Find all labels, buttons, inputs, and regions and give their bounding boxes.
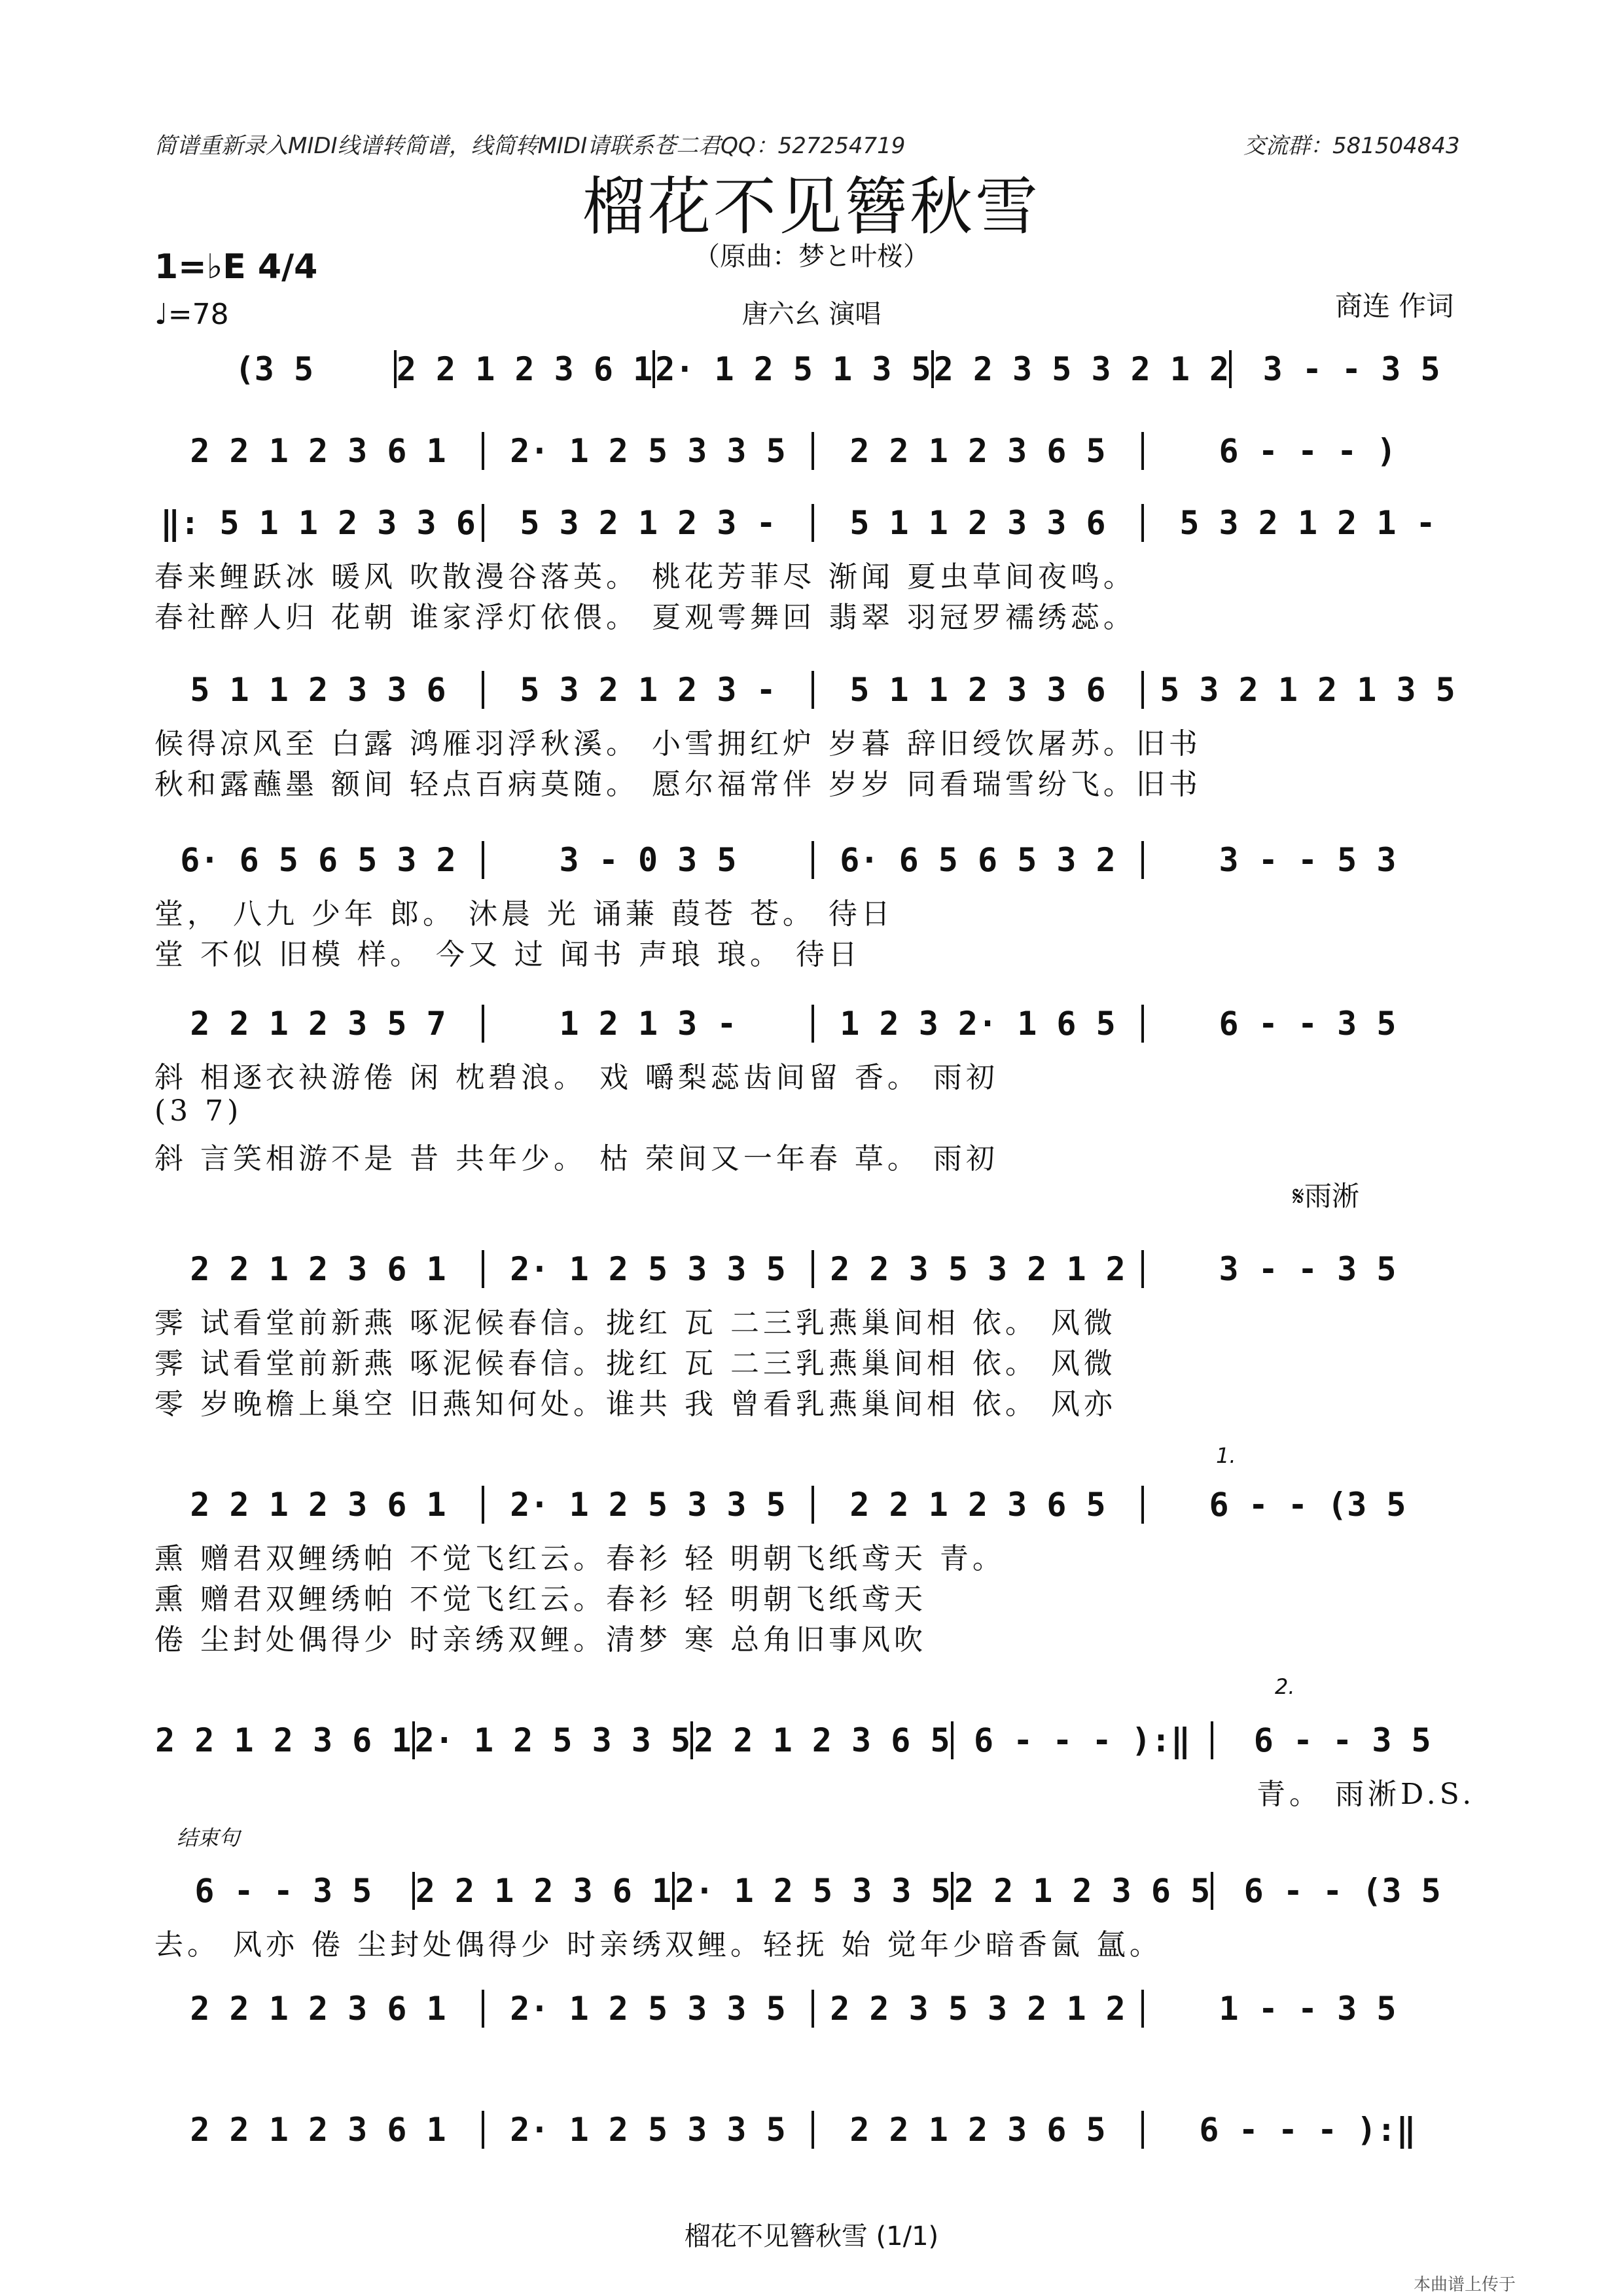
measure: 2 2 1 2 3 6 1 — [190, 2111, 446, 2149]
lyric-line: 候得凉风至 白露 鸿雁羽浮秋溪。 小雪拥红炉 岁暮 辞旧绶饮屠苏。旧书 — [154, 727, 1202, 761]
measure: 2 2 3 5 3 2 1 2 — [931, 350, 1230, 388]
measure: 1 2 3 2· 1 6 5 — [812, 1005, 1141, 1043]
measure: 2· 1 2 5 3 3 5 — [482, 1486, 812, 1524]
measure: 2 2 1 2 3 6 1 — [190, 1250, 446, 1288]
measure: 6 - - 3 5 — [1211, 1721, 1471, 1759]
measure: 2· 1 2 5 3 3 5 — [482, 432, 812, 470]
lyric-line: 熏 赠君双鲤绣帕 不觉飞红云。春衫 轻 明朝飞纸鸢天 青。 — [154, 1542, 1005, 1575]
measure: 6 - - (3 5 — [1211, 1872, 1471, 1910]
lyric-line: 秋和露蘸墨 额间 轻点百病莫随。 愿尔福常伴 岁岁 同看瑞雪纷飞。旧书 — [154, 768, 1202, 801]
segno-lyric: 𝄋雨淅 — [1293, 1180, 1360, 1212]
corner-watermark: 本曲谱上传于 — [1414, 2275, 1516, 2295]
notation-system — [154, 1005, 1471, 1043]
page-title: 榴花不见簪秋雪 — [582, 170, 1041, 243]
key-signature: 1=♭E 4/4 — [154, 247, 318, 287]
measure: 6 - - - ):‖ — [951, 1721, 1211, 1759]
notation-system — [154, 350, 1471, 388]
measure: 2· 1 2 5 1 3 5 — [652, 350, 931, 388]
lyric-line: 堂， 八九 少年 郎。 沐晨 光 诵蒹 葭苍 苍。 待日 — [154, 897, 894, 931]
header-left-note: 简谱重新录入MIDI线谱转简谱，线简转MIDI请联系苍二君QQ：527254719 — [154, 133, 906, 159]
measure: 2 2 1 2 3 6 5 — [951, 1872, 1211, 1910]
lyric-line: 霁 试看堂前新燕 啄泥候春信。拢红 瓦 二三乳燕巢间相 依。 风微 — [154, 1347, 1116, 1380]
measure: 1 2 1 3 - — [482, 1005, 812, 1043]
notation-system — [154, 671, 1471, 709]
measure: 6· 6 5 6 5 3 2 — [180, 841, 456, 879]
lyric-line: 斜 相逐衣袂游倦 闲 枕碧浪。 戏 嚼梨蕊齿间留 香。 雨初 — [154, 1061, 999, 1094]
lyric-line: 熏 赠君双鲤绣帕 不觉飞红云。春衫 轻 明朝飞纸鸢天 — [154, 1583, 927, 1616]
notation-system — [154, 1872, 1471, 1910]
measure: 2· 1 2 5 3 3 5 — [482, 1250, 812, 1288]
ending-label: 结束句 — [177, 1825, 240, 1850]
measure: 2 2 1 2 3 6 1 — [394, 350, 652, 388]
measure: 3 - 0 3 5 — [482, 841, 812, 879]
footer: 榴花不见簪秋雪 (1/1) — [684, 2221, 939, 2251]
measure: 5 3 2 1 2 1 - — [1141, 504, 1471, 542]
header-right-note: 交流群：581504843 — [1243, 133, 1460, 159]
measure: 2 2 1 2 3 6 5 — [812, 1486, 1141, 1524]
measure: (3 5 — [234, 350, 314, 388]
singer: 唐六幺 演唱 — [741, 299, 882, 329]
lyric-line: 春社醉人归 花朝 谁家浮灯依偎。 夏观雩舞回 翡翠 羽冠罗襦绣蕊。 — [154, 601, 1136, 634]
measure: 6 - - - ):‖ — [1141, 2111, 1471, 2149]
measure: 2 2 1 2 3 6 5 — [812, 2111, 1141, 2149]
notation-system — [154, 1486, 1471, 1524]
measure: 6 - - (3 5 — [1141, 1486, 1471, 1524]
measure: 6 - - - ) — [1141, 432, 1471, 470]
measure: 2 2 1 2 3 6 1 — [190, 1486, 446, 1524]
notation-system — [154, 504, 1471, 542]
measure: 5 1 1 2 3 3 6 — [812, 671, 1141, 709]
notation-system — [154, 1990, 1471, 2028]
measure: 5 1 1 2 3 3 6 — [190, 671, 446, 709]
measure: 6· 6 5 6 5 3 2 — [812, 841, 1141, 879]
measure: 3 - - 3 5 — [1229, 350, 1471, 388]
notation-system — [154, 841, 1471, 879]
measure: 2 2 1 2 3 6 5 — [812, 432, 1141, 470]
lyric-line: 霁 试看堂前新燕 啄泥候春信。拢红 瓦 二三乳燕巢间相 依。 风微 — [154, 1306, 1116, 1340]
measure: 1 - - 3 5 — [1141, 1990, 1471, 2028]
measure: 2· 1 2 5 3 3 5 — [672, 1872, 950, 1910]
measure: 5 3 2 1 2 3 - — [482, 671, 812, 709]
measure: 6 - - 3 5 — [194, 1872, 372, 1910]
lyric-line: 青。 雨淅D.S. — [1257, 1778, 1476, 1811]
lyric-line: 斜 言笑相游不是 昔 共年少。 枯 荣间又一年春 草。 雨初 — [154, 1142, 999, 1175]
lyric-line: (3 7) — [154, 1094, 243, 1128]
measure: 2 2 3 5 3 2 1 2 — [812, 1990, 1141, 2028]
lyric-line: 零 岁晚檐上巢空 旧燕知何处。谁共 我 曾看乳燕巢间相 依。 风亦 — [154, 1388, 1116, 1421]
measure: 2· 1 2 5 3 3 5 — [482, 2111, 812, 2149]
measure: ‖: 5 1 1 2 3 3 6 — [160, 504, 476, 542]
measure: 2 2 1 2 3 6 5 — [690, 1721, 951, 1759]
measure: 3 - - 3 5 — [1141, 1250, 1471, 1288]
measure: 5 3 2 1 2 1 3 5 — [1141, 671, 1471, 709]
measure: 2· 1 2 5 3 3 5 — [412, 1721, 690, 1759]
notation-system — [154, 2111, 1471, 2149]
lyric-line: 去。 风亦 倦 尘封处偶得少 时亲绣双鲤。轻抚 始 觉年少暗香氤 氲。 — [154, 1928, 1162, 1962]
tempo-marking: ♩=78 — [154, 298, 229, 331]
lyric-line: 堂 不似 旧模 样。 今又 过 闻书 声琅 琅。 待日 — [154, 938, 861, 971]
volta-1: 1. — [1216, 1443, 1236, 1468]
subtitle: （原曲：梦と叶桜） — [694, 242, 929, 272]
measure: 6 - - 3 5 — [1141, 1005, 1471, 1043]
lyricist: 商连 作词 — [1335, 290, 1454, 322]
measure: 2 2 1 2 3 6 1 — [412, 1872, 673, 1910]
lyric-line: 春来鲤跃冰 暖风 吹散漫谷落英。 桃花芳菲尽 渐闻 夏虫草间夜鸣。 — [154, 560, 1136, 594]
measure: 2 2 1 2 3 6 1 — [155, 1721, 412, 1759]
notation-system — [154, 1721, 1471, 1759]
volta-2: 2. — [1275, 1674, 1295, 1699]
measure: 3 - - 5 3 — [1141, 841, 1471, 879]
lyric-line: 倦 尘封处偶得少 时亲绣双鲤。清梦 寒 总角旧事风吹 — [154, 1623, 927, 1657]
measure: 2 2 3 5 3 2 1 2 — [812, 1250, 1141, 1288]
measure: 5 3 2 1 2 3 - — [482, 504, 812, 542]
notation-system — [154, 432, 1471, 470]
measure: 2 2 1 2 3 6 1 — [190, 432, 446, 470]
measure: 2· 1 2 5 3 3 5 — [482, 1990, 812, 2028]
measure: 2 2 1 2 3 6 1 — [190, 1990, 446, 2028]
notation-system — [154, 1250, 1471, 1288]
measure: 5 1 1 2 3 3 6 — [812, 504, 1141, 542]
measure: 2 2 1 2 3 5 7 — [190, 1005, 446, 1043]
